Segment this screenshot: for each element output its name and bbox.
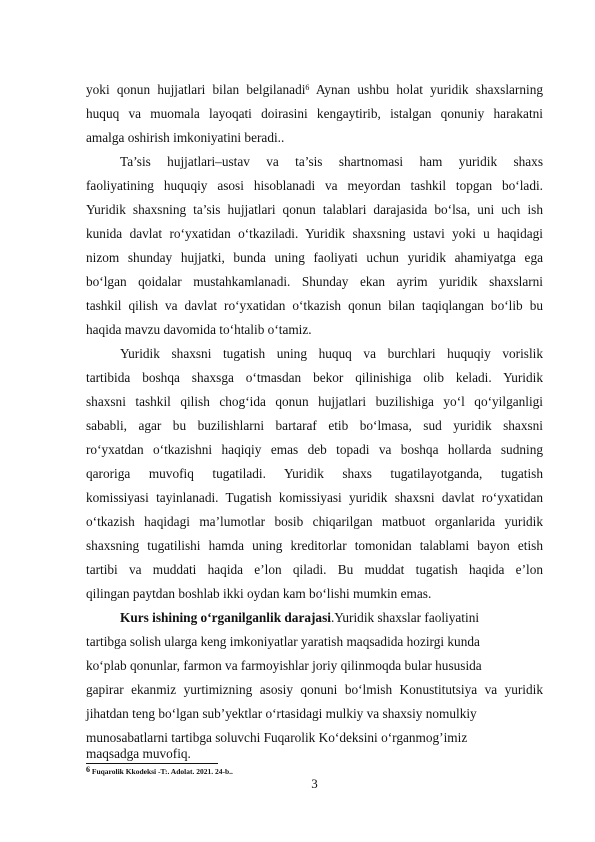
section-heading: Kurs ishining o‘rganilganlik darajasi	[120, 610, 331, 625]
paragraph-line: tartibi va muddati haqida e’lon qiladi. Bu muddat tugatish haqida e’lon	[86, 562, 543, 577]
footnote-text: Fuqarolik Kkodeksi -T:. Adolat. 2021. 24-b..	[90, 767, 233, 776]
paragraph-line: tartibga solish ularga keng imkoniyatlar yaratish maqsadida hozirgi kunda	[86, 634, 480, 649]
paragraph-line: nizom shunday hujjatki, bunda uning faoliyati uchun yuridik ahamiyatga ega	[86, 250, 543, 265]
paragraph-line: Ta’sis hujjatlari–ustav va ta’sis shartnomasi ham yuridik shaxs	[120, 154, 543, 169]
paragraph-line: shaxsning tugatilishi hamda uning kreditorlar tomonidan talablami bayon etish	[86, 538, 543, 553]
paragraph-line: ko‘plab qonunlar, farmon va farmoyishlar joriy qilinmoqda bular hususida	[86, 658, 482, 673]
paragraph-line: jihatdan teng bo‘lgan sub’yektlar o‘rtasidagi mulkiy va shaxsiy nomulkiy	[86, 706, 477, 721]
paragraph-line: huquq va muomala layoqati doirasini kengaytirib, istalgan qonuniy harakatni	[86, 106, 543, 121]
paragraph-line: o‘tkazish haqidagi ma’lumotlar bosib chiqarilgan matbuot organlarida yuridik	[86, 514, 543, 529]
footnote-separator	[86, 763, 218, 764]
paragraph-line: tartibida boshqa shaxsga o‘tmasdan bekor qilinishiga olib keladi. Yuridik	[86, 370, 543, 385]
page-number: 3	[311, 776, 318, 791]
paragraph-line: yoki qonun hujjatlari bilan belgilanadi$^6$ Aynan ushbu holat yuridik shaxslarning	[86, 82, 544, 97]
paragraph-line: amalga oshirish imkoniyatini beradi..	[86, 130, 285, 145]
footnote-ref[interactable]: 6	[305, 83, 310, 92]
paragraph-line: gapirar ekanmiz yurtimizning asosiy qonuni bo‘lmish Konustitutsiya va yuridik	[86, 682, 543, 697]
paragraph-line: maqsadga muvofiq.	[86, 746, 191, 761]
paragraph-line: faoliyatining huquqiy asosi hisoblanadi va meyordan tashkil topgan bo‘ladi.	[86, 178, 543, 193]
paragraph-line: bo‘lgan qoidalar mustahkamlanadi. Shunday ekan ayrim yuridik shaxslarni	[86, 274, 543, 289]
paragraph-line: qaroriga muvofiq tugatiladi. Yuridik shaxs tugatilayotganda, tugatish	[86, 466, 543, 481]
paragraph-line: munosabatlarni tartibga soluvchi Fuqarolik Ko‘deksini o‘rganmog’imiz	[86, 730, 468, 745]
paragraph-line: Yuridik shaxsning ta’sis hujjatlari qonun talablari darajasida bo‘lsa, uni uch ish	[86, 202, 543, 217]
paragraph-line: kunida davlat ro‘yxatidan o‘tkaziladi. Yuridik shaxsning ustavi yoki u haqidagi	[86, 226, 543, 241]
paragraph-line: komissiyasi tayinlanadi. Tugatish komissiyasi yuridik shaxsni davlat ro‘yxatidan	[86, 490, 543, 505]
paragraph-line: sababli, agar bu buzilishlarni bartaraf etib bo‘lmasa, sud yuridik shaxsni	[86, 418, 543, 433]
paragraph-line: ro‘yxatdan o‘tkazishni haqiqiy emas deb topadi va boshqa hollarda sudning	[86, 442, 543, 457]
footnote-mark: 6	[86, 765, 90, 774]
paragraph-line: Yuridik shaxsni tugatish uning huquq va burchlari huquqiy vorislik	[120, 346, 543, 361]
paragraph-line: qilingan paytdan boshlab ikki oydan kam bo‘lishi mumkin emas.	[86, 586, 432, 601]
paragraph-line: Kurs ishining o‘rganilganlik darajasi.Yuridik shaxslar faoliyatini	[120, 610, 480, 625]
paragraph-line: haqida mavzu davomida to‘htalib o‘tamiz.	[86, 322, 312, 337]
paragraph-line: tashkil qilish va davlat ro‘yxatidan o‘tkazish qonun bilan taqiqlangan bo‘lib bu	[86, 298, 543, 313]
paragraph-line: shaxsni tashkil qilish chog‘ida qonun hujjatlari buzilishiga yo‘l qo‘yilganligi	[86, 394, 543, 409]
